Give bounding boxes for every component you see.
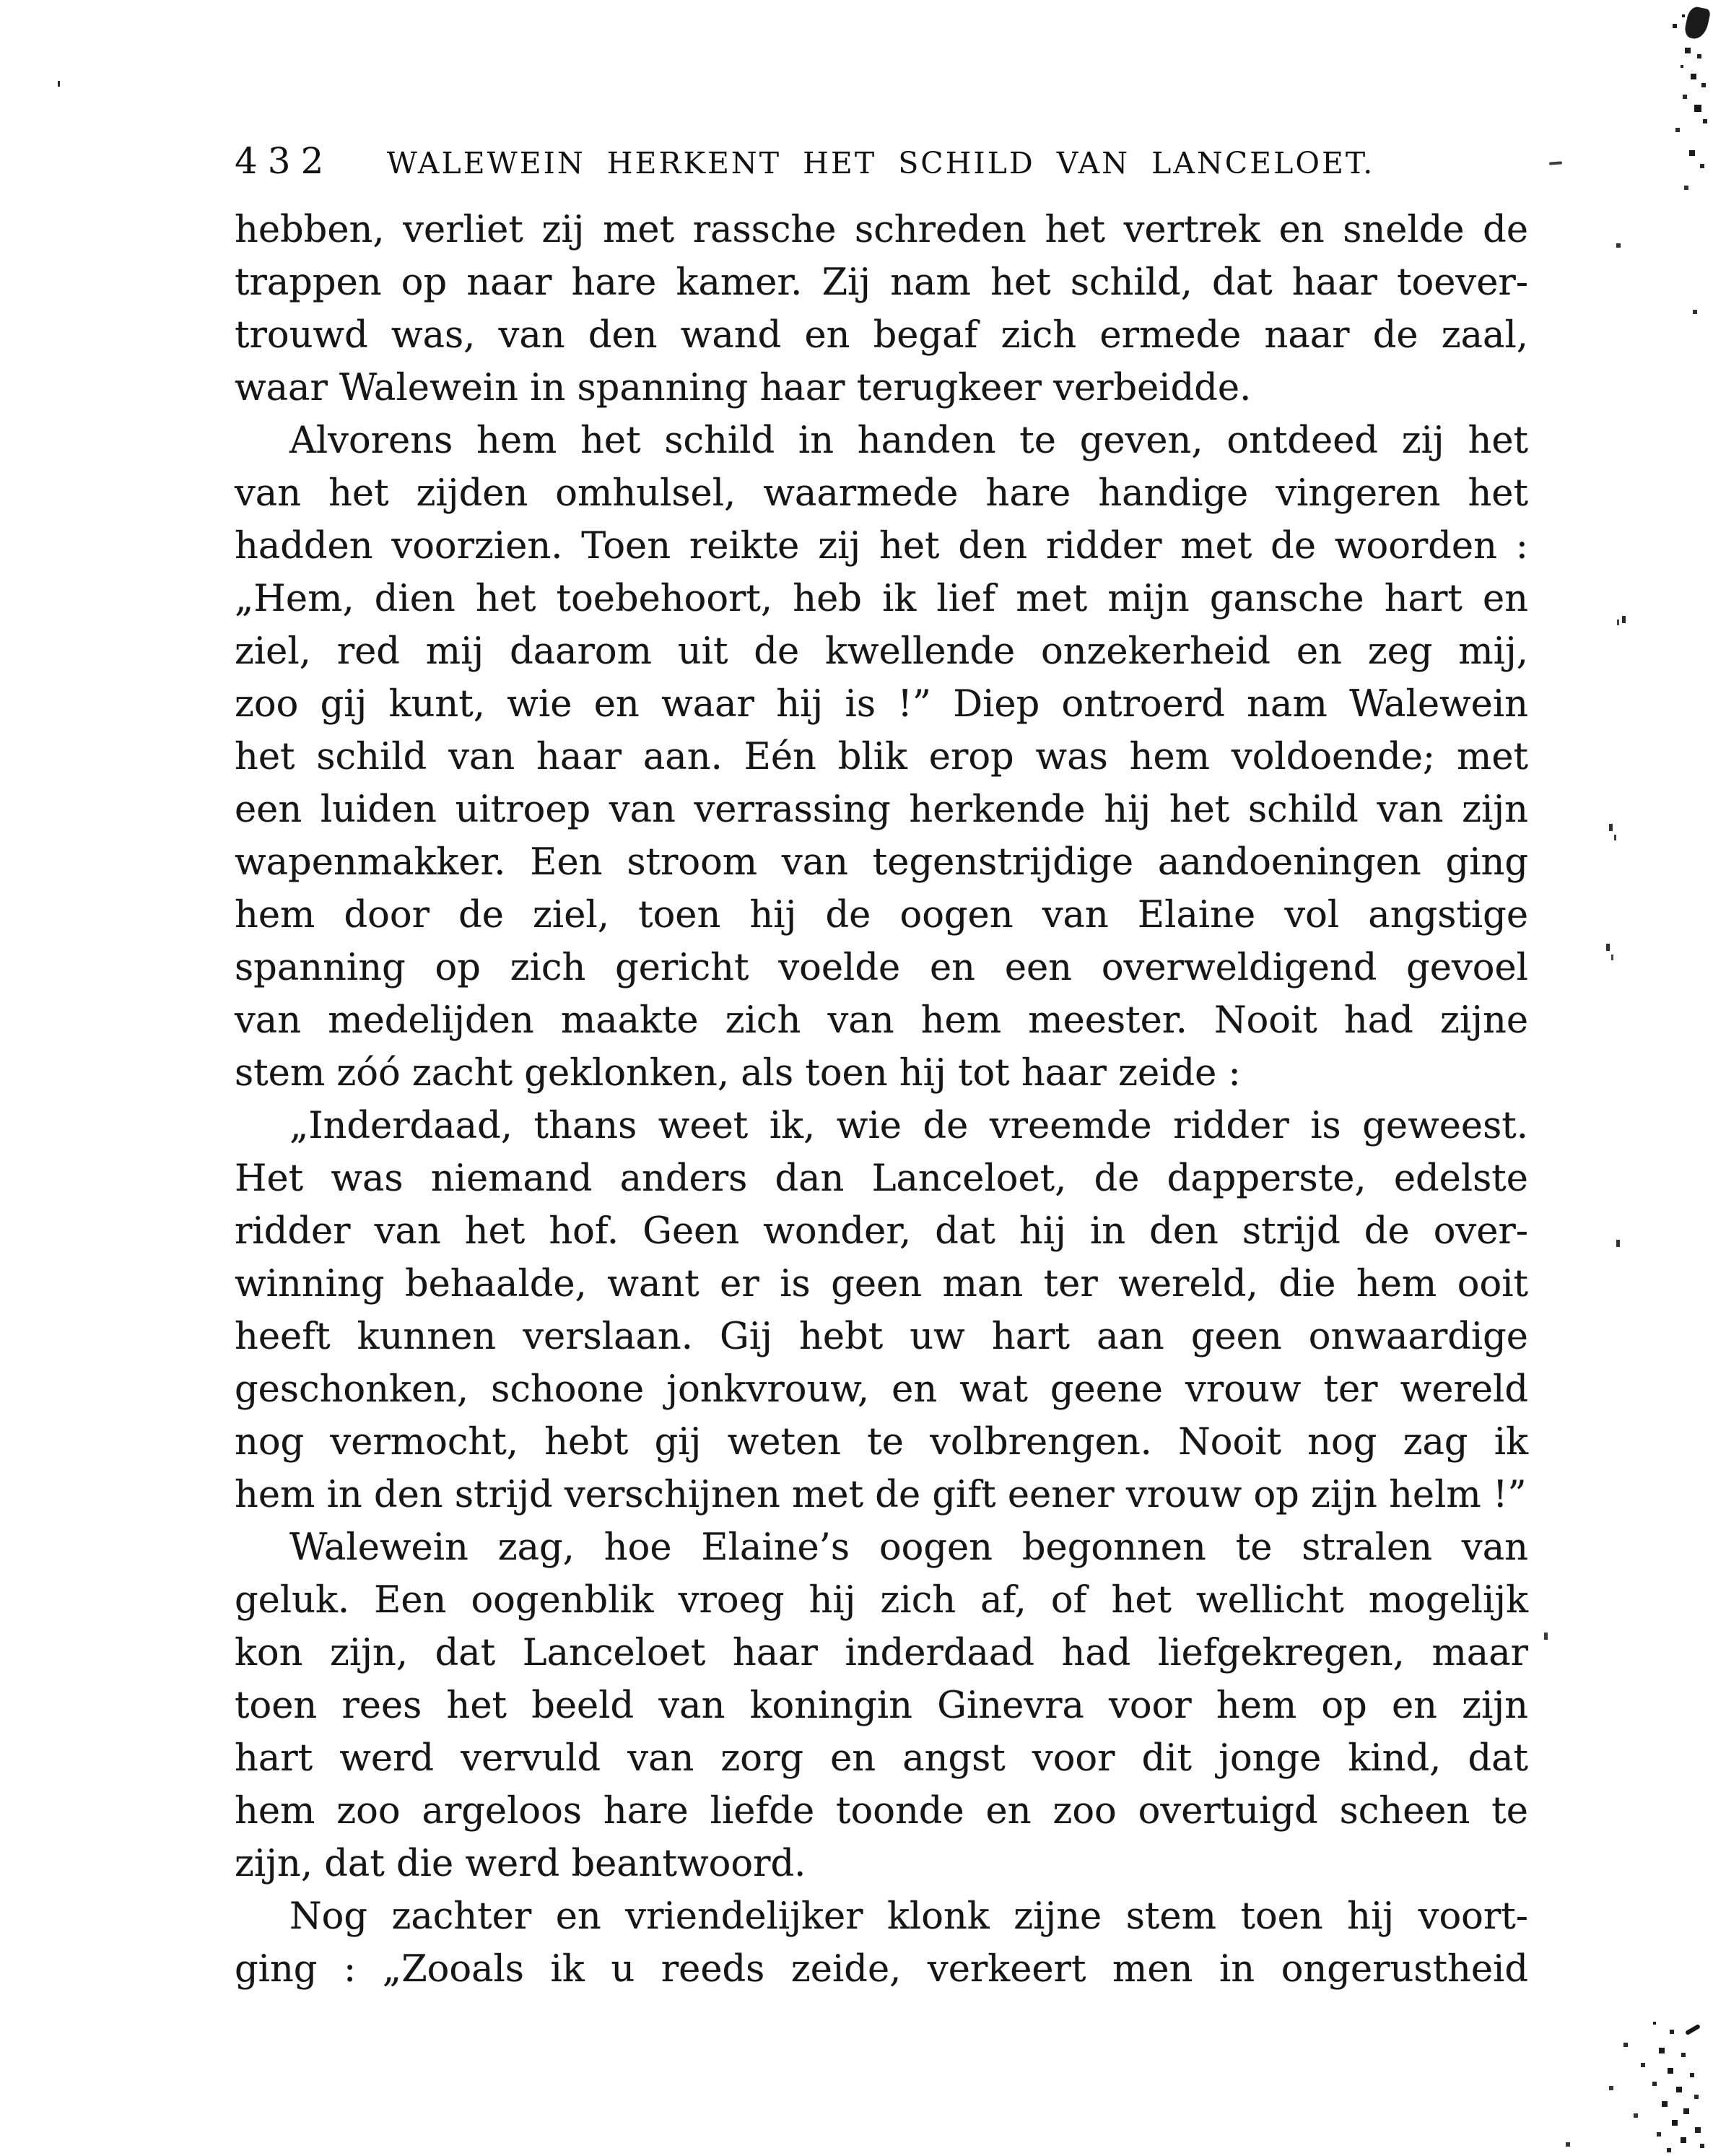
text-line: geluk. Een oogenblik vroeg hij zich af, of het wellicht mogelijk [235, 1579, 1528, 1622]
text-line: hebben, verliet zij met rassche schreden het vertrek en snelde de [235, 209, 1528, 251]
text-line: heeft kunnen verslaan. Gij hebt uw hart aan geen onwaardige [235, 1316, 1528, 1358]
text-line: van medelijden maakte zich van hem meester. Nooit had zijne [235, 999, 1528, 1042]
text-line: Alvorens hem het schild in handen te geven, ontdeed zij het [289, 420, 1528, 462]
text-line: kon zijn, dat Lanceloet haar inderdaad had liefgekregen, maar [235, 1632, 1528, 1674]
text-line: het schild van haar aan. Eén blik erop was hem voldoende; met [235, 736, 1528, 778]
text-line: hart werd vervuld van zorg en angst voor dit jonge kind, dat [235, 1737, 1528, 1780]
scan-artifact-bottom-right-dash [1685, 2024, 1701, 2035]
text-line: trappen op naar hare kamer. Zij nam het schild, dat haar toever- [235, 261, 1528, 304]
text-line: waar Walewein in spanning haar terugkeer verbeidde. [235, 367, 1252, 409]
paragraph [235, 204, 1528, 414]
text-line: spanning op zich gericht voelde en een overweldigend gevoel [235, 947, 1528, 989]
text-line: ridder van het hof. Geen wonder, dat hij in den strijd de over- [235, 1210, 1528, 1253]
chapter-running-title: WALEWEIN HERKENT HET SCHILD VAN LANCELOET. [386, 146, 1375, 181]
text-line: stem zóó zacht geklonken, als toen hij tot haar zeide : [235, 1052, 1241, 1095]
paragraph [235, 1890, 1528, 1996]
running-header [235, 139, 1527, 189]
text-line: ziel, red mij daarom uit de kwellende onzekerheid en zeg mij, [235, 630, 1528, 673]
text-line: trouwd was, van den wand en begaf zich ermede naar de zaal, [235, 314, 1528, 357]
text-line: zijn, dat die werd beantwoord. [235, 1843, 806, 1885]
text-line: zoo gij kunt, wie en waar hij is !” Diep ontroerd nam Walewein [235, 683, 1528, 726]
text-line: ging : „Zooals ik u reeds zeide, verkeert men in ongerustheid [235, 1948, 1528, 1991]
text-line: nog vermocht, hebt gij weten te volbrengen. Nooit nog zag ik [235, 1421, 1528, 1464]
text-line: Het was niemand anders dan Lanceloet, de dapperste, edelste [235, 1157, 1528, 1200]
scan-artifact-right-dash [1549, 161, 1562, 165]
text-line: hem in den strijd verschijnen met de gift eener vrouw op zijn helm !” [235, 1474, 1527, 1516]
body-text [235, 204, 1528, 1996]
scan-artifact-margin-specks [58, 81, 60, 87]
paragraph [235, 1521, 1528, 1890]
text-line: geschonken, schoone jonkvrouw, en wat geene vrouw ter wereld [235, 1368, 1528, 1411]
text-line: hadden voorzien. Toen reikte zij het den ridder met de woorden : [235, 525, 1528, 568]
text-line: „Hem, dien het toebehoort, heb ik lief met mijn gansche hart en [235, 578, 1528, 620]
text-line: wapenmakker. Een stroom van tegenstrijdige aandoeningen ging [235, 841, 1528, 884]
paragraph [235, 414, 1528, 1100]
scan-artifact-top-right-blob [1683, 5, 1711, 40]
text-line: toen rees het beeld van koningin Ginevra voor hem op en zijn [235, 1685, 1528, 1727]
text-line: winning behaalde, want er is geen man ter wereld, die hem ooit [235, 1263, 1528, 1305]
text-line: van het zijden omhulsel, waarmede hare handige vingeren het [235, 472, 1528, 515]
text-line: Walewein zag, hoe Elaine’s oogen begonnen te stralen van [289, 1526, 1528, 1569]
scan-artifact-bottom-right-specks [1653, 2022, 1656, 2025]
text-line: Nog zachter en vriendelijker klonk zijne stem toen hij voort- [289, 1895, 1528, 1938]
text-line: een luiden uitroep van verrassing herkende hij het schild van zijn [235, 788, 1528, 831]
paragraph [235, 1100, 1528, 1521]
text-line: hem door de ziel, toen hij de oogen van Elaine vol angstige [235, 894, 1528, 936]
text-line: „Inderdaad, thans weet ik, wie de vreemde ridder is geweest. [289, 1105, 1528, 1147]
text-line: hem zoo argeloos hare liefde toonde en zoo overtuigd scheen te [235, 1790, 1528, 1833]
scan-artifact-top-right-specks [1682, 14, 1685, 17]
page-number: 432 [235, 140, 334, 182]
